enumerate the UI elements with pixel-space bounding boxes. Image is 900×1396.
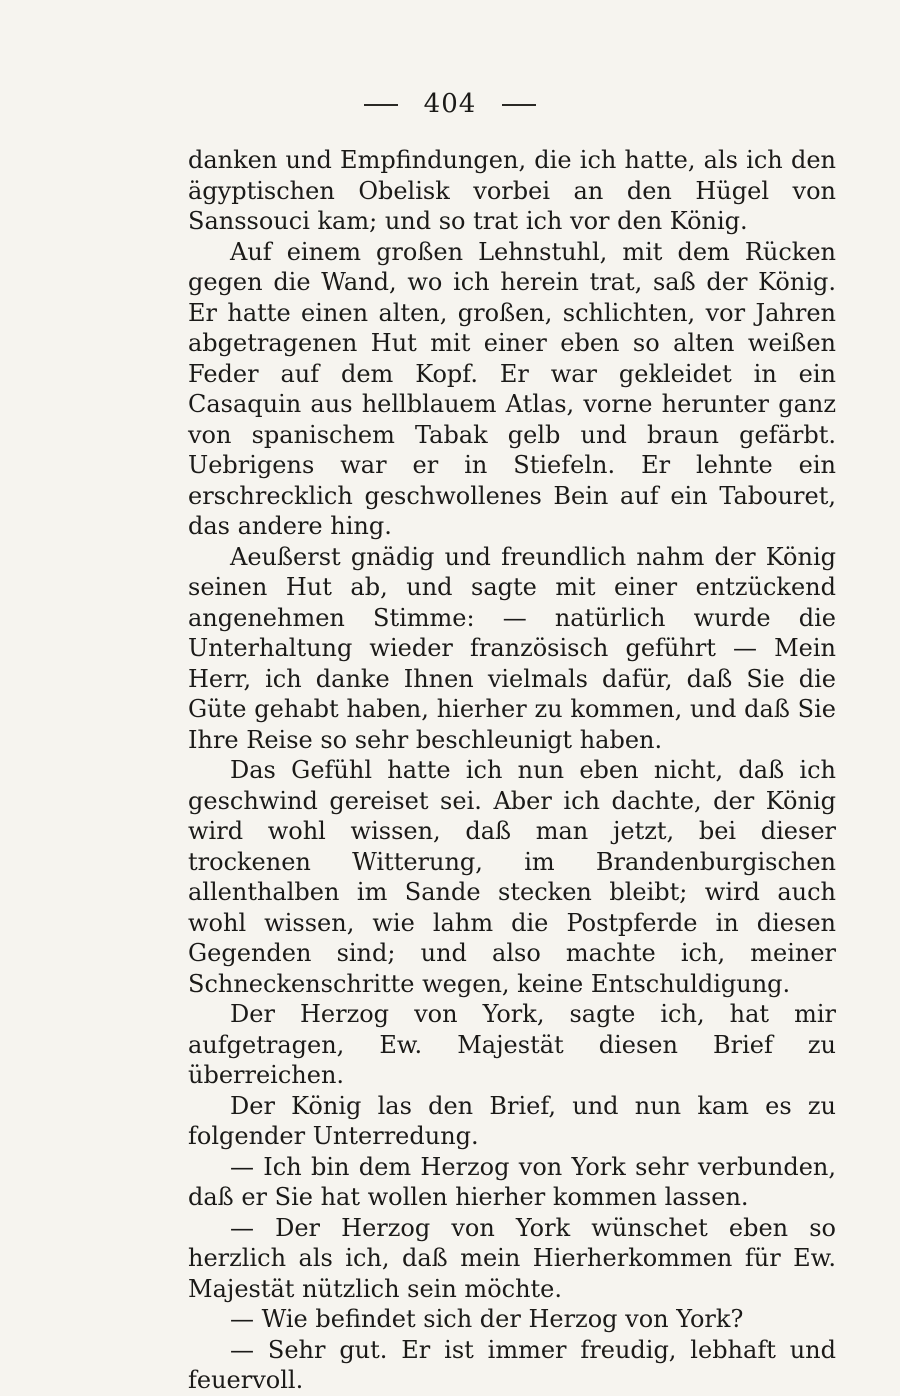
page-number-value: 404 [423,89,477,119]
paragraph: Das Gefühl hatte ich nun eben nicht, daß ich geschwind gereiset sei. Aber ich dachte, der König wird wohl wissen, daß man jetzt, bei dieser trockenen Witterung, im Brandenburgischen allenthalben im Sande stecken bleibt; wird auch wohl wissen, wie lahm die Postpferde in diesen Gegenden sind; und also machte ich, meiner Schneckenschritte wegen, keine Entschuldigung. [188,756,836,998]
paragraph: Auf einem großen Lehnstuhl, mit dem Rücken gegen die Wand, wo ich herein trat, saß der König. Er hatte einen alten, großen, schlichten, vor Jahren abgetragenen Hut mit einer eben so alten weißen Feder auf dem Kopf. Er war gekleidet in ein Casaquin aus hellblauem Atlas, vorne herunter ganz von spanischem Tabak gelb und braun gefärbt. Uebrigens war er in Stiefeln. Er lehnte ein erschrecklich geschwollenes Bein auf ein Tabouret, das andere hing. [188,237,836,540]
paragraph: danken und Empfindungen, die ich hatte, als ich den ägyptischen Obelisk vorbei an den Hügel von Sanssouci kam; und so trat ich vor den König. [188,146,836,235]
paragraph: Der König las den Brief, und nun kam es zu folgender Unterredung. [188,1091,836,1150]
paragraph: Aeußerst gnädig und freundlich nahm der König seinen Hut ab, und sagte mit einer entzückend angenehmen Stimme: — natürlich wurde die Unterhaltung wieder französisch geführt — Mein Herr, ich danke Ihnen vielmals dafür, daß Sie die Güte gehabt haben, hierher zu kommen, und daß Sie Ihre Reise so sehr beschleunigt haben. [188,542,836,754]
page-number [0,84,900,124]
dialogue-line: — Der Herzog von York wünschet eben so herzlich als ich, daß mein Hierherkommen für Ew. Majestät nützlich sein möchte. [188,1213,836,1303]
dialogue-line: — Sehr gut. Er ist immer freudig, lebhaft und feuervoll. [188,1335,836,1394]
paragraph: Der Herzog von York, sagte ich, hat mir aufgetragen, Ew. Majestät diesen Brief zu überreichen. [188,1000,836,1089]
page-number-dash-right [502,104,536,106]
body-text [188,145,836,1396]
dialogue-line: — Ich bin dem Herzog von York sehr verbunden, daß er Sie hat wollen hierher kommen lassen. [188,1152,836,1211]
dialogue-line: — Wie befindet sich der Herzog von York? [230,1305,744,1333]
page-number-dash-left [364,104,398,106]
